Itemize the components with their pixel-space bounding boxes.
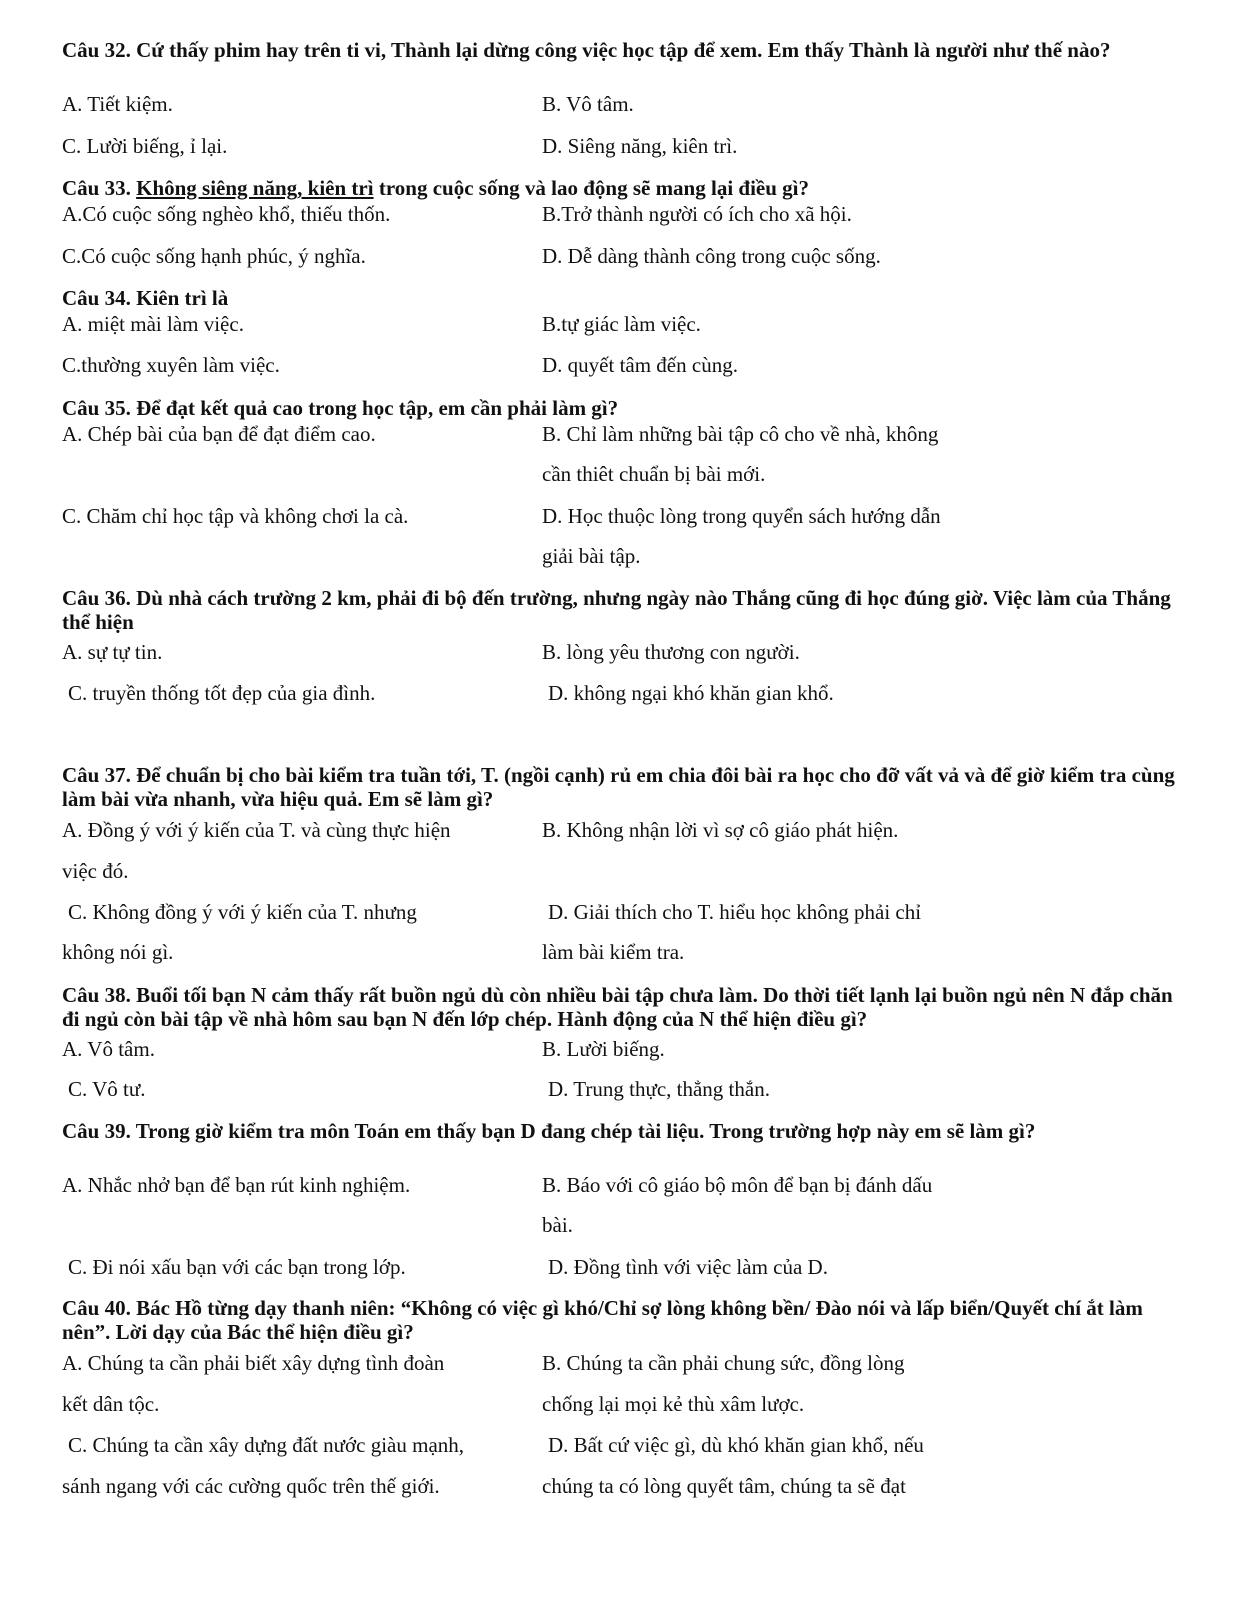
option-d-continued: chúng ta có lòng quyết tâm, chúng ta sẽ đạt: [542, 1474, 906, 1498]
question-number: Câu 38.: [62, 983, 131, 1007]
option-d-continued: làm bài kiểm tra.: [542, 940, 685, 964]
option-a-continued: kết dân tộc.: [62, 1392, 160, 1416]
question-text: Cứ thấy phim hay trên ti vi, Thành lại dừng công việc học tập để xem. Em thấy Thành là người như thế nào?: [136, 38, 1111, 62]
option-d: D. Dễ dàng thành công trong cuộc sống.: [542, 244, 881, 268]
question-33: [62, 176, 1182, 200]
option-b: B.tự giác làm việc.: [542, 312, 701, 336]
option-c: C.Có cuộc sống hạnh phúc, ý nghĩa.: [62, 244, 366, 268]
option-a: A. Chúng ta cần phải biết xây dựng tình đoàn: [62, 1351, 445, 1375]
option-d: D. Học thuộc lòng trong quyển sách hướng dẫn: [542, 504, 941, 528]
question-text: Để đạt kết quả cao trong học tập, em cần phải làm gì?: [136, 396, 619, 420]
question-32: [62, 38, 1182, 62]
question-34: [62, 286, 1182, 310]
option-b-continued: chống lại mọi kẻ thù xâm lược.: [542, 1392, 805, 1416]
option-a: A.Có cuộc sống nghèo khổ, thiếu thốn.: [62, 202, 391, 226]
option-c-continued: sánh ngang với các cường quốc trên thế giới.: [62, 1474, 440, 1498]
option-b: B. Vô tâm.: [542, 92, 634, 116]
question-text: Để chuẩn bị cho bài kiểm tra tuần tới, T. (ngồi cạnh) rủ em chia đôi bài ra học cho đỡ vất vả và để giờ kiểm tra cùng làm bài vừa nhanh, vừa hiệu quả. Em sẽ làm gì?: [62, 763, 1175, 811]
option-b-continued: cần thiêt chuẩn bị bài mới.: [542, 462, 766, 486]
option-a: A. Nhắc nhở bạn để bạn rút kinh nghiệm.: [62, 1173, 411, 1197]
option-b: B.Trở thành người có ích cho xã hội.: [542, 202, 852, 226]
question-40: [62, 1296, 1182, 1344]
question-number: Câu 32.: [62, 38, 131, 62]
option-c-continued: không nói gì.: [62, 940, 174, 964]
question-number: Câu 36.: [62, 586, 131, 610]
question-text: Buổi tối bạn N cảm thấy rất buồn ngủ dù còn nhiều bài tập chưa làm. Do thời tiết lạnh lại buồn ngủ nên N đắp chăn đi ngủ còn bài tập về nhà hôm sau bạn N đến lớp chép. Hành động của N thể hiện điều gì?: [62, 983, 1173, 1031]
question-37: [62, 763, 1182, 811]
option-c: C. Chúng ta cần xây dựng đất nước giàu mạnh,: [68, 1433, 465, 1457]
option-d: D. Trung thực, thẳng thắn.: [548, 1077, 770, 1101]
option-c: C. Không đồng ý với ý kiến của T. nhưng: [68, 900, 417, 924]
question-text: Dù nhà cách trường 2 km, phải đi bộ đến trường, nhưng ngày nào Thắng cũng đi học đúng giờ. Việc làm của Thắng thể hiện: [62, 586, 1171, 634]
option-a: A. Chép bài của bạn để đạt điểm cao.: [62, 422, 376, 446]
option-d: D. Siêng năng, kiên trì.: [542, 134, 738, 158]
option-d: D. Đồng tình với việc làm của D.: [548, 1255, 828, 1279]
option-b: B. lòng yêu thương con người.: [542, 640, 800, 664]
question-39: [62, 1119, 1182, 1143]
question-38: [62, 983, 1182, 1031]
question-number: Câu 40.: [62, 1296, 131, 1320]
option-d-continued: giải bài tập.: [542, 544, 641, 568]
option-c: C. truyền thống tốt đẹp của gia đình.: [68, 681, 376, 705]
option-c: C.thường xuyên làm việc.: [62, 353, 280, 377]
question-number: Câu 33.: [62, 176, 131, 200]
option-b: B. Chỉ làm những bài tập cô cho về nhà, không: [542, 422, 939, 446]
question-text: Trong giờ kiểm tra môn Toán em thấy bạn D đang chép tài liệu. Trong trường hợp này em sẽ làm gì?: [135, 1119, 1036, 1143]
option-b: B. Báo với cô giáo bộ môn để bạn bị đánh dấu: [542, 1173, 933, 1197]
question-text: Kiên trì là: [136, 286, 229, 310]
question-text: trong cuộc sống và lao động sẽ mang lại điều gì?: [373, 176, 810, 200]
option-c: C. Đi nói xấu bạn với các bạn trong lớp.: [68, 1255, 406, 1279]
option-a: A. sự tự tin.: [62, 640, 163, 664]
question-number: Câu 35.: [62, 396, 131, 420]
option-a-continued: việc đó.: [62, 859, 129, 883]
option-b: B. Không nhận lời vì sợ cô giáo phát hiện.: [542, 818, 899, 842]
option-b: B. Chúng ta cần phải chung sức, đồng lòng: [542, 1351, 905, 1375]
option-d: D. không ngại khó khăn gian khổ.: [548, 681, 834, 705]
option-d: D. Bất cứ việc gì, dù khó khăn gian khổ, nếu: [548, 1433, 924, 1457]
question-number: Câu 34.: [62, 286, 131, 310]
option-a: A. Tiết kiệm.: [62, 92, 173, 116]
option-a: A. Vô tâm.: [62, 1037, 155, 1061]
option-b: B. Lười biếng.: [542, 1037, 665, 1061]
option-c: C. Lười biếng, ỉ lại.: [62, 134, 228, 158]
option-c: C. Vô tư.: [68, 1077, 146, 1101]
option-a: A. Đồng ý với ý kiến của T. và cùng thực hiện: [62, 818, 451, 842]
option-a: A. miệt mài làm việc.: [62, 312, 244, 336]
question-35: [62, 396, 1182, 420]
question-text-underlined: Không siêng năng, kiên trì: [136, 176, 374, 200]
question-text: Bác Hồ từng dạy thanh niên: “Không có việc gì khó/Chỉ sợ lòng không bền/ Đào nói và lấp biển/Quyết chí ắt làm nên”. Lời dạy của Bác thể hiện điều gì?: [62, 1296, 1143, 1344]
option-d: D. quyết tâm đến cùng.: [542, 353, 738, 377]
option-d: D. Giải thích cho T. hiểu học không phải chỉ: [548, 900, 922, 924]
question-number: Câu 39.: [62, 1119, 131, 1143]
option-b-continued: bài.: [542, 1213, 573, 1237]
option-c: C. Chăm chỉ học tập và không chơi la cà.: [62, 504, 409, 528]
question-36: [62, 586, 1182, 634]
question-number: Câu 37.: [62, 763, 131, 787]
